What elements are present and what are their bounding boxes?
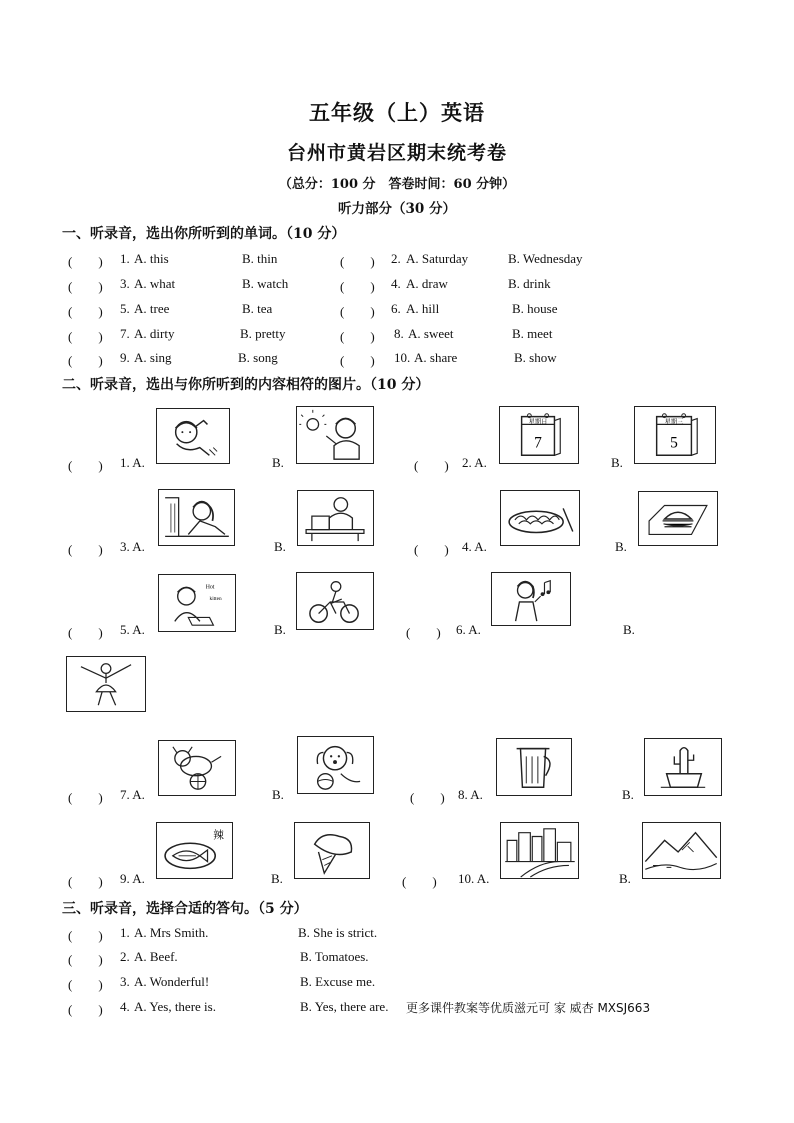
score-time-info: （总分：100 分 答卷时间：60 分钟）: [278, 177, 516, 192]
answer-blank[interactable]: ( ): [406, 625, 441, 640]
option-a: A. what: [134, 276, 176, 291]
juice-jug-icon[interactable]: [496, 738, 572, 796]
answer-blank[interactable]: ( ): [68, 977, 103, 992]
answer-blank[interactable]: ( ): [68, 625, 103, 640]
section3-heading: 三、听录音，选择合适的答句。（5 分）: [62, 901, 308, 917]
answer-blank[interactable]: ( ): [340, 329, 375, 344]
kitten-label: kitten: [209, 596, 222, 603]
answer-blank[interactable]: ( ): [68, 254, 103, 269]
q10-b-label: B.: [619, 871, 631, 886]
boy-with-lightbulb-icon[interactable]: [296, 406, 374, 464]
question-number: 8.: [394, 326, 404, 341]
question-number: 1.: [120, 251, 130, 266]
question-number: 4.: [120, 999, 130, 1014]
section2-heading: 二、听录音，选出与你所听到的内容相符的图片。（10 分）: [62, 377, 430, 393]
q6-label: 6. A.: [456, 622, 481, 637]
mountain-landscape-icon[interactable]: [642, 822, 721, 879]
question-number: 10.: [394, 350, 411, 365]
answer-blank[interactable]: ( ): [68, 329, 103, 344]
answer-blank[interactable]: ( ): [68, 279, 103, 294]
option-a: A. hill: [406, 301, 440, 316]
q4-b-label: B.: [615, 539, 627, 554]
option-b: B. She is strict.: [298, 925, 378, 940]
option-a: A. Saturday: [406, 251, 469, 266]
option-b: B. pretty: [240, 326, 286, 341]
girl-at-desk-icon[interactable]: [158, 489, 235, 546]
option-a: A. draw: [406, 276, 448, 291]
option-b: B. thin: [242, 251, 278, 266]
calendar-b-number: 5: [670, 434, 678, 452]
question-number: 6.: [391, 301, 401, 316]
option-a: A. this: [134, 251, 169, 266]
boy-scratching-head-icon[interactable]: [156, 408, 230, 464]
calendar-sunday-icon[interactable]: [499, 406, 579, 464]
footer-note: 更多课件教案等优质滋元可 家 威杏 MXSJ663: [406, 1001, 651, 1015]
hamburger-icon[interactable]: [638, 491, 718, 546]
question-number: 9.: [120, 350, 130, 365]
answer-blank[interactable]: ( ): [340, 254, 375, 269]
answer-blank[interactable]: ( ): [402, 874, 437, 889]
option-b: B. song: [238, 350, 278, 365]
question-number: 2.: [120, 949, 130, 964]
q7-b-label: B.: [272, 787, 284, 802]
q8-label: 8. A.: [458, 787, 483, 802]
question-number: 3.: [120, 974, 130, 989]
q2-label: 2. A.: [462, 455, 487, 470]
boy-reading-icon[interactable]: [158, 574, 236, 632]
city-buildings-icon[interactable]: [500, 822, 579, 879]
q5-b-label: B.: [274, 622, 286, 637]
q3-label: 3. A.: [120, 539, 145, 554]
fish-dish-icon[interactable]: [156, 822, 233, 879]
answer-blank[interactable]: ( ): [68, 353, 103, 368]
option-a: A. sing: [134, 350, 172, 365]
option-a: A. tree: [134, 301, 170, 316]
calendar-b-header: 星期三: [664, 418, 684, 426]
section1-heading: 一、听录音，选出你所听到的单词。（10 分）: [62, 226, 346, 242]
option-b: B. show: [514, 350, 557, 365]
hot-label: Hot: [205, 584, 215, 591]
answer-blank[interactable]: ( ): [68, 304, 103, 319]
answer-blank[interactable]: ( ): [68, 928, 103, 943]
option-a: A. Beef.: [134, 949, 178, 964]
listening-part-title: 听力部分（30 分）: [338, 201, 456, 217]
answer-blank[interactable]: ( ): [340, 304, 375, 319]
option-a: A. share: [414, 350, 458, 365]
boy-cycling-icon[interactable]: [296, 572, 374, 630]
option-a: A. Mrs Smith.: [134, 925, 209, 940]
calendar-a-number: 7: [534, 434, 542, 452]
dog-with-ball-icon[interactable]: [158, 740, 236, 796]
q5-label: 5. A.: [120, 622, 145, 637]
answer-blank[interactable]: ( ): [414, 542, 449, 557]
option-b: B. Tomatoes.: [300, 949, 369, 964]
q1-label: 1. A.: [120, 455, 145, 470]
option-b: B. Excuse me.: [300, 974, 376, 989]
option-b: B. watch: [242, 276, 289, 291]
boy-at-computer-icon[interactable]: [297, 490, 374, 546]
option-a: A. Yes, there is.: [134, 999, 216, 1014]
option-b: B. Yes, there are.: [300, 999, 389, 1014]
answer-blank[interactable]: ( ): [68, 952, 103, 967]
exam-subtitle: 台州市黄岩区期末统考卷: [286, 142, 507, 164]
question-number: 3.: [120, 276, 130, 291]
q9-b-label: B.: [271, 871, 283, 886]
question-number: 4.: [391, 276, 401, 291]
q3-b-label: B.: [274, 539, 286, 554]
girl-dancing-icon[interactable]: [66, 656, 146, 712]
exam-title: 五年级（上）英语: [309, 100, 485, 125]
option-b: B. drink: [508, 276, 551, 291]
q1-b-label: B.: [272, 455, 284, 470]
q9-label: 9. A.: [120, 871, 145, 886]
question-number: 5.: [120, 301, 130, 316]
q4-label: 4. A.: [462, 539, 487, 554]
option-a: A. Wonderful!: [134, 974, 210, 989]
option-a: A. sweet: [408, 326, 454, 341]
answer-blank[interactable]: ( ): [340, 279, 375, 294]
answer-blank[interactable]: ( ): [68, 1002, 103, 1017]
answer-blank[interactable]: ( ): [340, 353, 375, 368]
answer-blank[interactable]: ( ): [410, 790, 445, 805]
question-number: 7.: [120, 326, 130, 341]
calendar-wednesday-icon[interactable]: [634, 406, 716, 464]
option-b: B. house: [512, 301, 558, 316]
option-b: B. meet: [512, 326, 553, 341]
noodles-plate-icon[interactable]: [500, 490, 580, 546]
calendar-a-header: 星期日: [528, 418, 548, 426]
q8-b-label: B.: [622, 787, 634, 802]
ice-cream-icon[interactable]: [294, 822, 370, 879]
spicy-label: 辣: [213, 828, 224, 842]
answer-blank[interactable]: ( ): [68, 458, 103, 473]
q10-label: 10. A.: [458, 871, 490, 886]
q6-b-label: B.: [623, 622, 635, 637]
question-number: 2.: [391, 251, 401, 266]
girl-singing-icon[interactable]: [491, 572, 571, 626]
q2-b-label: B.: [611, 455, 623, 470]
answer-blank[interactable]: ( ): [414, 458, 449, 473]
option-b: B. tea: [242, 301, 273, 316]
answer-blank[interactable]: ( ): [68, 542, 103, 557]
answer-blank[interactable]: ( ): [68, 790, 103, 805]
cactus-plant-icon[interactable]: [644, 738, 722, 796]
question-number: 1.: [120, 925, 130, 940]
q7-label: 7. A.: [120, 787, 145, 802]
puppy-with-ball-icon[interactable]: [297, 736, 374, 794]
option-a: A. dirty: [134, 326, 175, 341]
answer-blank[interactable]: ( ): [68, 874, 103, 889]
option-b: B. Wednesday: [508, 251, 583, 266]
